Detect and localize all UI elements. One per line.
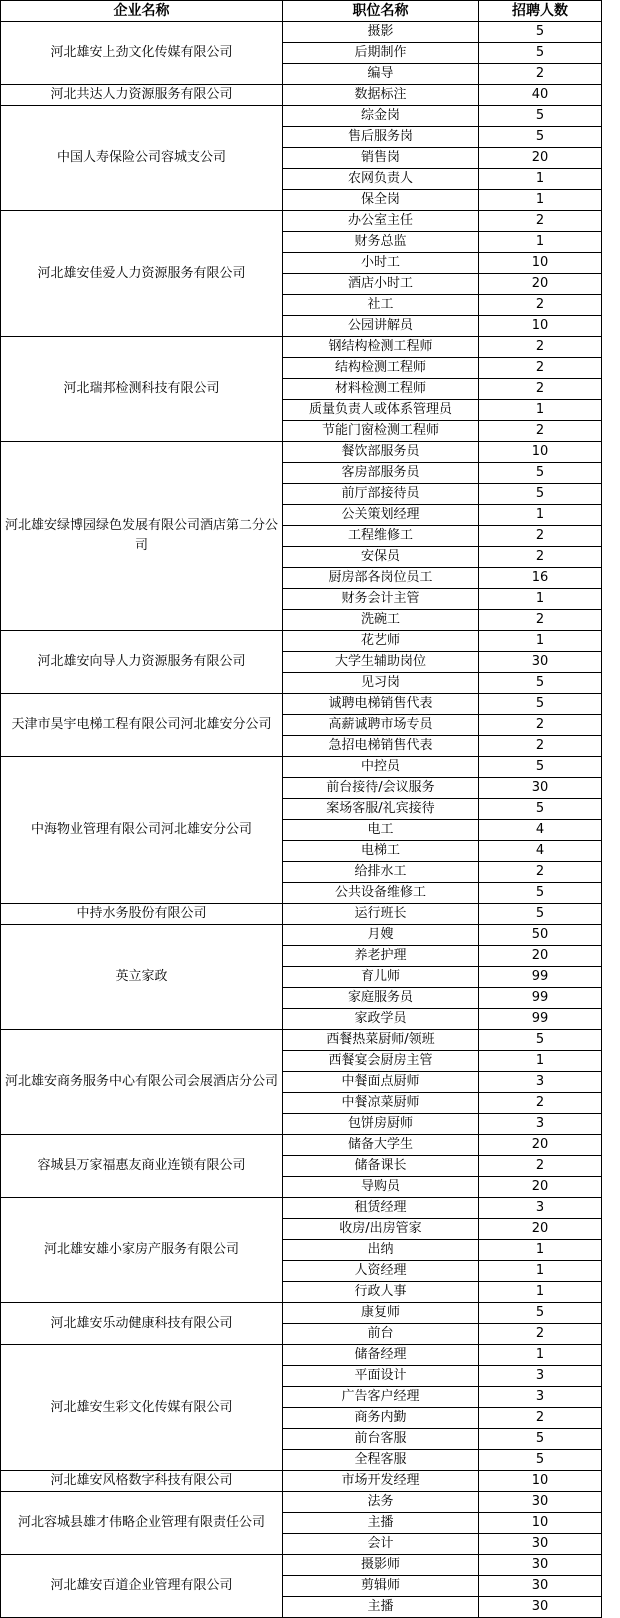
headcount-cell: 1: [479, 190, 602, 211]
headcount-cell: 10: [479, 316, 602, 337]
headcount-cell: 5: [479, 106, 602, 127]
headcount-cell: 20: [479, 946, 602, 967]
position-cell: 人资经理: [283, 1261, 479, 1282]
position-cell: 诚聘电梯销售代表: [283, 694, 479, 715]
position-cell: 商务内勤: [283, 1408, 479, 1429]
headcount-cell: 2: [479, 421, 602, 442]
table-row: [1, 631, 602, 652]
position-cell: 电梯工: [283, 841, 479, 862]
position-cell: 农网负责人: [283, 169, 479, 190]
headcount-cell: 20: [479, 274, 602, 295]
position-cell: 综金岗: [283, 106, 479, 127]
headcount-cell: 5: [479, 1030, 602, 1051]
headcount-cell: 1: [479, 169, 602, 190]
position-cell: 租赁经理: [283, 1198, 479, 1219]
position-cell: 育儿师: [283, 967, 479, 988]
company-name-cell: 河北雄安佳爱人力资源服务有限公司: [1, 211, 283, 337]
position-cell: 财务总监: [283, 232, 479, 253]
position-cell: 公园讲解员: [283, 316, 479, 337]
table-row: [1, 1555, 602, 1576]
headcount-cell: 5: [479, 127, 602, 148]
headcount-cell: 16: [479, 568, 602, 589]
headcount-cell: 5: [479, 883, 602, 904]
headcount-cell: 4: [479, 820, 602, 841]
headcount-cell: 2: [479, 358, 602, 379]
headcount-cell: 5: [479, 1450, 602, 1471]
position-cell: 安保员: [283, 547, 479, 568]
position-cell: 市场开发经理: [283, 1471, 479, 1492]
position-cell: 保全岗: [283, 190, 479, 211]
position-cell: 工程维修工: [283, 526, 479, 547]
position-cell: 结构检测工程师: [283, 358, 479, 379]
position-cell: 高薪诚聘市场专员: [283, 715, 479, 736]
headcount-cell: 3: [479, 1387, 602, 1408]
headcount-cell: 2: [479, 1408, 602, 1429]
headcount-cell: 5: [479, 904, 602, 925]
headcount-cell: 2: [479, 379, 602, 400]
headcount-cell: 30: [479, 652, 602, 673]
position-cell: 前台: [283, 1324, 479, 1345]
headcount-cell: 2: [479, 610, 602, 631]
headcount-cell: 1: [479, 1240, 602, 1261]
headcount-cell: 1: [479, 589, 602, 610]
headcount-cell: 1: [479, 505, 602, 526]
headcount-cell: 5: [479, 463, 602, 484]
headcount-cell: 20: [479, 148, 602, 169]
position-cell: 运行班长: [283, 904, 479, 925]
position-cell: 全程客服: [283, 1450, 479, 1471]
headcount-cell: 2: [479, 862, 602, 883]
position-cell: 包饼房厨师: [283, 1114, 479, 1135]
headcount-cell: 5: [479, 799, 602, 820]
table-row: [1, 925, 602, 946]
table-row: [1, 904, 602, 925]
position-cell: 质量负责人或体系管理员: [283, 400, 479, 421]
position-cell: 主播: [283, 1513, 479, 1534]
company-name-cell: 河北雄安上劲文化传媒有限公司: [1, 22, 283, 85]
position-cell: 家庭服务员: [283, 988, 479, 1009]
headcount-cell: 1: [479, 631, 602, 652]
position-cell: 广告客户经理: [283, 1387, 479, 1408]
position-cell: 储备课长: [283, 1156, 479, 1177]
headcount-cell: 3: [479, 1072, 602, 1093]
headcount-cell: 30: [479, 1597, 602, 1618]
headcount-cell: 2: [479, 526, 602, 547]
headcount-cell: 20: [479, 1135, 602, 1156]
position-cell: 销售岗: [283, 148, 479, 169]
headcount-cell: 2: [479, 64, 602, 85]
company-name-cell: 河北雄安绿博园绿色发展有限公司酒店第二分公司: [1, 442, 283, 631]
headcount-cell: 30: [479, 1534, 602, 1555]
headcount-cell: 20: [479, 1177, 602, 1198]
company-name-cell: 天津市昊宇电梯工程有限公司河北雄安分公司: [1, 694, 283, 757]
company-name-cell: 河北共达人力资源服务有限公司: [1, 85, 283, 106]
headcount-cell: 2: [479, 211, 602, 232]
position-cell: 洗碗工: [283, 610, 479, 631]
position-cell: 节能门窗检测工程师: [283, 421, 479, 442]
position-cell: 行政人事: [283, 1282, 479, 1303]
table-row: [1, 85, 602, 106]
headcount-cell: 30: [479, 1576, 602, 1597]
company-name-cell: 中持水务股份有限公司: [1, 904, 283, 925]
position-cell: 办公室主任: [283, 211, 479, 232]
position-cell: 中餐面点厨师: [283, 1072, 479, 1093]
headcount-cell: 5: [479, 22, 602, 43]
headcount-cell: 1: [479, 232, 602, 253]
position-cell: 财务会计主管: [283, 589, 479, 610]
position-cell: 储备大学生: [283, 1135, 479, 1156]
position-cell: 酒店小时工: [283, 274, 479, 295]
position-cell: 餐饮部服务员: [283, 442, 479, 463]
headcount-cell: 40: [479, 85, 602, 106]
table-row: [1, 211, 602, 232]
company-name-cell: 中海物业管理有限公司河北雄安分公司: [1, 757, 283, 904]
position-cell: 康复师: [283, 1303, 479, 1324]
position-cell: 收房/出房管家: [283, 1219, 479, 1240]
headcount-cell: 99: [479, 988, 602, 1009]
headcount-cell: 4: [479, 841, 602, 862]
position-cell: 出纳: [283, 1240, 479, 1261]
header-row: [1, 1, 602, 22]
headcount-cell: 3: [479, 1198, 602, 1219]
headcount-cell: 30: [479, 778, 602, 799]
position-cell: 客房部服务员: [283, 463, 479, 484]
position-cell: 法务: [283, 1492, 479, 1513]
position-cell: 平面设计: [283, 1366, 479, 1387]
company-name-cell: 河北雄安商务服务中心有限公司会展酒店分公司: [1, 1030, 283, 1135]
headcount-cell: 20: [479, 1219, 602, 1240]
position-cell: 前厅部接待员: [283, 484, 479, 505]
position-cell: 主播: [283, 1597, 479, 1618]
position-cell: 会计: [283, 1534, 479, 1555]
headcount-cell: 2: [479, 547, 602, 568]
position-cell: 社工: [283, 295, 479, 316]
position-cell: 急招电梯销售代表: [283, 736, 479, 757]
headcount-cell: 2: [479, 736, 602, 757]
company-name-cell: 河北雄安乐动健康科技有限公司: [1, 1303, 283, 1345]
position-cell: 售后服务岗: [283, 127, 479, 148]
table-body: [1, 22, 602, 1618]
headcount-cell: 10: [479, 1471, 602, 1492]
company-name-cell: 河北雄安雄小家房产服务有限公司: [1, 1198, 283, 1303]
position-cell: 养老护理: [283, 946, 479, 967]
company-name-cell: 河北雄安向导人力资源服务有限公司: [1, 631, 283, 694]
headcount-cell: 30: [479, 1492, 602, 1513]
position-cell: 西餐宴会厨房主管: [283, 1051, 479, 1072]
company-name-cell: 中国人寿保险公司容城支公司: [1, 106, 283, 211]
headcount-cell: 50: [479, 925, 602, 946]
table-row: [1, 1471, 602, 1492]
position-cell: 厨房部各岗位员工: [283, 568, 479, 589]
headcount-cell: 5: [479, 484, 602, 505]
position-cell: 摄影: [283, 22, 479, 43]
headcount-cell: 2: [479, 1324, 602, 1345]
position-cell: 小时工: [283, 253, 479, 274]
table-row: [1, 1303, 602, 1324]
headcount-cell: 30: [479, 1555, 602, 1576]
headcount-cell: 2: [479, 337, 602, 358]
company-name-cell: 容城县万家福惠友商业连锁有限公司: [1, 1135, 283, 1198]
header-company: 企业名称: [1, 1, 283, 22]
header-position: 职位名称: [283, 1, 479, 22]
position-cell: 公共设备维修工: [283, 883, 479, 904]
position-cell: 公关策划经理: [283, 505, 479, 526]
table-row: [1, 1135, 602, 1156]
position-cell: 剪辑师: [283, 1576, 479, 1597]
headcount-cell: 5: [479, 43, 602, 64]
headcount-cell: 2: [479, 1093, 602, 1114]
position-cell: 数据标注: [283, 85, 479, 106]
headcount-cell: 2: [479, 1156, 602, 1177]
company-name-cell: 河北容城县雄才伟略企业管理有限责任公司: [1, 1492, 283, 1555]
table-row: [1, 1198, 602, 1219]
headcount-cell: 5: [479, 694, 602, 715]
table-row: [1, 22, 602, 43]
headcount-cell: 1: [479, 400, 602, 421]
company-name-cell: 河北雄安百道企业管理有限公司: [1, 1555, 283, 1618]
company-name-cell: 英立家政: [1, 925, 283, 1030]
table-row: [1, 694, 602, 715]
position-cell: 月嫂: [283, 925, 479, 946]
position-cell: 案场客服/礼宾接待: [283, 799, 479, 820]
headcount-cell: 2: [479, 715, 602, 736]
table-row: [1, 757, 602, 778]
position-cell: 给排水工: [283, 862, 479, 883]
table-row: [1, 106, 602, 127]
position-cell: 花艺师: [283, 631, 479, 652]
headcount-cell: 99: [479, 967, 602, 988]
headcount-cell: 5: [479, 673, 602, 694]
company-name-cell: 河北瑞邦检测科技有限公司: [1, 337, 283, 442]
company-name-cell: 河北雄安生彩文化传媒有限公司: [1, 1345, 283, 1471]
position-cell: 摄影师: [283, 1555, 479, 1576]
company-name-cell: 河北雄安风格数字科技有限公司: [1, 1471, 283, 1492]
headcount-cell: 10: [479, 442, 602, 463]
position-cell: 钢结构检测工程师: [283, 337, 479, 358]
headcount-cell: 5: [479, 1429, 602, 1450]
headcount-cell: 1: [479, 1282, 602, 1303]
position-cell: 见习岗: [283, 673, 479, 694]
table-row: [1, 442, 602, 463]
headcount-cell: 1: [479, 1051, 602, 1072]
table-row: [1, 1492, 602, 1513]
position-cell: 后期制作: [283, 43, 479, 64]
headcount-cell: 2: [479, 295, 602, 316]
position-cell: 编导: [283, 64, 479, 85]
position-cell: 前台接待/会议服务: [283, 778, 479, 799]
headcount-cell: 1: [479, 1345, 602, 1366]
headcount-cell: 5: [479, 1303, 602, 1324]
position-cell: 电工: [283, 820, 479, 841]
position-cell: 中控员: [283, 757, 479, 778]
position-cell: 导购员: [283, 1177, 479, 1198]
headcount-cell: 99: [479, 1009, 602, 1030]
position-cell: 前台客服: [283, 1429, 479, 1450]
headcount-cell: 10: [479, 253, 602, 274]
headcount-cell: 5: [479, 757, 602, 778]
position-cell: 大学生辅助岗位: [283, 652, 479, 673]
headcount-cell: 1: [479, 1261, 602, 1282]
table-row: [1, 1030, 602, 1051]
table-row: [1, 337, 602, 358]
position-cell: 储备经理: [283, 1345, 479, 1366]
headcount-cell: 3: [479, 1366, 602, 1387]
position-cell: 材料检测工程师: [283, 379, 479, 400]
headcount-cell: 10: [479, 1513, 602, 1534]
position-cell: 家政学员: [283, 1009, 479, 1030]
position-cell: 中餐凉菜厨师: [283, 1093, 479, 1114]
header-count: 招聘人数: [479, 1, 602, 22]
headcount-cell: 3: [479, 1114, 602, 1135]
position-cell: 西餐热菜厨师/领班: [283, 1030, 479, 1051]
table-row: [1, 1345, 602, 1366]
